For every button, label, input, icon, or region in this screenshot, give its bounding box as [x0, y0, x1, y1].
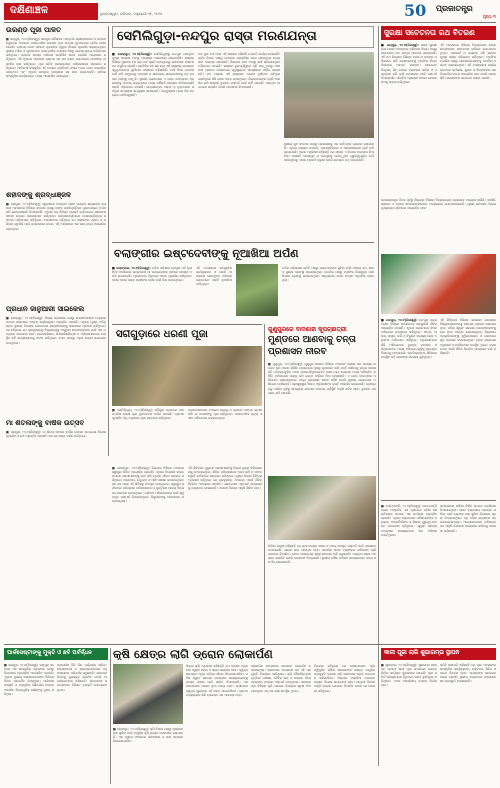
right-body-a: ସାଧାରଣତନ୍ତ୍ର ଦିବସ ପୂର୍ବରୁ ଜିଲ୍ଲାର ବିଭିନ୍ନ ବିଦ୍ୟାଳୟରେ ପ୍ୟାରେଡ଼ ଅଭ୍ୟାସ ଚାଲିଛି। ଏନସିସି, ସ୍କାଉଟ ଓ ଗାଇଡ଼ ଛାତ୍ରଛାତ୍ରୀମାନେ ଅଭ୍ୟାସରେ ଯୋଗଦେଉଛନ୍ତି। ମୁଖ୍ୟ ସମାରୋହ ଜିଲ୍ଲା ମୁଖ୍ୟାଳୟ ପଡ଼ିଆରେ ଆୟୋଜିତ ହେବ।	[381, 198, 496, 211]
bolangir-top-rule	[112, 242, 374, 243]
right-lower-rule	[381, 500, 496, 501]
lead-dateline: ■ କୋରାପୁଟ, ୨୪।୧(ନିଜସ୍ୱ):	[112, 52, 152, 56]
masthead-section-banner	[4, 3, 98, 20]
drone-photo	[113, 664, 183, 724]
right1-headline-strap	[381, 26, 496, 40]
page-number: ପୃଷ୍ଠା ୩	[482, 14, 496, 19]
drone-headline: କୃଷି କ୍ଷେତ୍ର ଲାଗି ଡ୍ରୋନ ଲୋକାର୍ପଣ	[113, 648, 273, 661]
drone-body-d: ବିଧାୟକ କହିଥିଲେ ଯେ ଚାଷୀମାନଙ୍କ ଆୟ ଦ୍ୱିଗୁଣିତ କରିବା ସରକାରଙ୍କ ଲକ୍ଷ୍ୟ। ଆଧୁନିକ ପ୍ରଯୁକ୍ତି ଗ୍ରହଣ କରି ଚାଷୀମାନେ ଅଧିକ ଉତ୍ପାଦନ କରିପାରିବେ। ଜିଲ୍ଲାର ପାହାଡ଼ିଆ ଅଞ୍ଚଳରେ ଡ୍ରୋନ ବିଶେଷ ଉପଯୋଗୀ ହେବ। ଆଗାମୀ ଦିନରେ ଆହୁରି ଡ୍ରୋନ ଯୋଗାଇ ଦିଆଯିବ ବୋଲି ସେ ଘୋଷଣା କରିଥିଲେ।	[314, 664, 375, 693]
col1-story3-headline: ପ୍ରଧାନ ଜାନୁଆରୀ ସାଇକେଲ	[6, 306, 85, 313]
bolangir-body-a: ■ ବଲାଙ୍ଗୀର, ୨୪।୧(ନିଜସ୍ୱ): ପଶ୍ଚିମ ଓଡ଼ିଶାର ପ୍ରମୁଖ ପର୍ବ ନୂଆଖିଆ ଅବସରରେ ଇଷ୍ଟଦେବୀ ମା ସମଲେଇଙ୍କ ପୀଠରେ ନବାନ୍ନ ଅର୍ପଣ କରାଯାଇଛି। ପୂଜକମାନେ ବିଧିବଦ୍ଧ ଭାବେ ପୂଜାର୍ଚ୍ଚନା କରିଥିଲେ। ହଜାର ହଜାର ଭକ୍ତ ଦେବୀଙ୍କ ଦର୍ଶନ ପାଇଁ ଭିଡ଼ ଜମାଇଥିଲେ।	[112, 266, 192, 283]
right-flag-photo	[381, 254, 496, 314]
section-title: ଦକ୍ଷିଣାଞ୍ଚଳ	[10, 5, 49, 16]
brand-name: ପ୍ରଜାତନ୍ତ୍ର	[436, 4, 473, 13]
col1-story4-body: ■ ଜୟପୁର, ୨୪।୧(ନିଜସ୍ୱ): ମା ଶିତଳା ପୀଠରେ ବାର୍ଷିକ ଉତ୍ସବ ଉପଲକ୍ଷେ ବିଶେଷ ପୂଜାର୍ଚ୍ଚନା ଓ ଯଜ୍ଞ ଅନୁଷ୍ଠିତ ହୋଇଛି। ଶହ ଶହ ଭକ୍ତ ଦର୍ଶନ କରିଥିଲେ।	[6, 430, 106, 439]
right1-dateline: ■ ଜୟପୁର, ୨୪।୧(ନିଜସ୍ୱ):	[381, 43, 419, 47]
bottom-right-headline: କାଳୀ ପୂଜା ଲାଗି ଶୁଭାରମ୍ଭ ସ୍ଥାପନ	[384, 650, 460, 656]
col1-story4-headline: ମା ଶିତଳାଙ୍କୁ ବାର୍ଷିକ ଉତ୍ସବ	[6, 420, 85, 427]
bottom-right-headline-strap	[381, 648, 496, 660]
lead-body-col2: ଗତ ଦୁଇ ବର୍ଷ ହେଲା ଏହି ରାସ୍ତାର କୌଣସି ମରାମତି କାର୍ଯ୍ୟ ହୋଇନାହିଁ। ପୂର୍ତ୍ତ ବିଭାଗ ପକ୍ଷରୁ ଟେଣ୍ଡର ପ୍ରକ୍ରିୟା ଶେଷ ହୋଇଥିଲେ ମଧ୍ୟ କାମ ଆରମ୍ଭ ହୋଇନାହିଁ। ଠିକାଦାର କାମ ଅଧାରୁ ଛାଡ଼ି ଚାଲିଯାଇଥିବା ଅଭିଯୋଗ ହୋଇଛି। ରାସ୍ତାର ଦୁଇପାର୍ଶ୍ୱରେ ଧୂଳି ଉଡ଼ୁଥିବାରୁ ଆଖପାଖ ଗ୍ରାମର ଲୋକମାନେ ସ୍ୱାସ୍ଥ୍ୟଗତ ସମସ୍ୟାରେ ପୀଡ଼ିତ ହେଉଛନ୍ତି। ଗତ ମାସରେ ଏହି ରାସ୍ତାରେ ଅନେକ ଦୁର୍ଘଟଣା ଘଟିଥିଲା ଯେଉଁଥିରେ କିଛି ଲୋକ ଆହତ ହୋଇଥିଲେ। ଜିଲ୍ଲାପାଳଙ୍କ ଦୃଷ୍ଟି ଆକର୍ଷଣ କରି ରାସ୍ତାର ତୁରନ୍ତ ମରାମତି ପାଇଁ ଦାବି ହୋଇଛି। ଅନ୍ୟଥା ଆନ୍ଦୋଳନ କରାଯିବ ବୋଲି ଚେତାବନୀ ଦିଆଯାଇଛି।	[198, 52, 280, 89]
col1-story1-body: ■ ଜୟପୁର, ୨୪।୧(ନିଜସ୍ୱ): ଜୟପୁର ପୌରାଞ୍ଚଳ ଅନ୍ତର୍ଗତ ଶ୍ରୀରାମନଗର ଓ ଗୋପବନ୍ଧୁନଗର ଅଞ୍ଚଳରେ ପାରମ୍ପରିକ ଉରଣ୍ଡ ପୂଜା ଉତ୍ସବ ଧୁମଧାମରେ ପାଳିତ ହୋଇଯାଇଛି। ଗ୍ରାମର ଦେବୀ ପୀଠରେ ପୂଜକଙ୍କ ଦ୍ୱାରା ବିଶେଷ ପୂଜାର୍ଚ୍ଚନା କରାଯାଇଥିଲା। ସ୍ଥାନୀୟ ମହିଳା ଓ ଯୁବକମାନେ ପାରମ୍ପରିକ ପୋଷାକ ପିନ୍ଧି ଢେମସା ନୃତ୍ୟ ପରିବେଷଣ କରିଥିଲେ। ଗ୍ରାମର ସମସ୍ତ ପରିବାର ସମ୍ମିଳିତ ଭାବେ ଭୋଜିର ଆୟୋଜନ କରିଥିଲେ। ଏହି ପୂଜାରେ ଆଖପାଖ ଗ୍ରାମର ଶହ ଶହ ଭକ୍ତ ଯୋଗଦେଇ ଦେବୀଙ୍କ ଆଶୀର୍ବାଦ ଲାଭ କରିଥିଲେ। ପୂଜା କମିଟି ସଦସ୍ୟମାନେ ପରିଚାଳନାରେ ସହଯୋଗ କରିଥିଲେ। ଆଦିବାସୀ ସଂସ୍କୃତିର ଏହି ଉତ୍ସବ ପ୍ରତିବର୍ଷ ଫସଲ ଅମଳ ପରେ ଆୟୋଜିତ ହୋଇଥାଏ ଏବଂ ଏଥିରେ ସମସ୍ତେ ଉତ୍ସାହର ସହ ଭାଗ ନେଇଥାନ୍ତି। ରାତିରେ ସାଂସ୍କୃତିକ କାର୍ଯ୍ୟକ୍ରମ ମଧ୍ୟ ଆୟୋଜିତ ହୋଇଥିଲା।	[6, 37, 106, 78]
mid-right-photo	[268, 476, 376, 540]
lead-headline-box	[112, 26, 374, 48]
right-lower-body-a: ■ ପୋଟ୍ଟାଙ୍ଗି, ୨୪।୧(ନିଜସ୍ୱ): ପୋଟ୍ଟାଙ୍ଗି ବ୍ଲକ ଅନ୍ତର୍ଗତ ଏକ ଗ୍ରାମରେ ମହିଳା ସଶକ୍ତିକରଣ ଉପରେ ଏକ କର୍ମଶାଳା ଅନୁଷ୍ଠିତ ହୋଇଛି। ଏଥିରେ ବକ୍ତାମାନେ ମହିଳାମାନଙ୍କ ଅଧିକାର, ଆତ୍ମନିର୍ଭରତା ଓ ଶିକ୍ଷାର ଗୁରୁତ୍ୱ ଉପରେ ଆଲୋଚନା କରିଥିଲେ। ସ୍ୱୟଂ ସହାୟକ ଗୋଷ୍ଠୀର ସଦସ୍ୟାମାନେ ନିଜ ଅଭିଜ୍ଞତା ବାଣ୍ଟିଥିଲେ।	[381, 504, 437, 537]
center-lower-body-b: ଏହି ଶିବିରରେ ଗୁରୁତର ରୋଗୀମାନଙ୍କୁ ଜିଲ୍ଲା ମୁଖ୍ୟ ଚିକିତ୍ସାଳୟକୁ ପଠାଯାଇଥିଲା। ଶିବିର ପରିଚାଳନାରେ ଆଶା କର୍ମୀ ଓ ଅଙ୍ଗନୱାଡ଼ି କର୍ମୀମାନେ ସହଯୋଗ କରିଥିଲେ। ମୁଖ୍ୟ ଜିଲ୍ଲା ଚିକିତ୍ସା ଅଧିକାରୀ କହିଥିଲେ ଯେ ଦୂରଦୂରାନ୍ତ ଅଞ୍ଚଳରେ ଏଭଳି ଶିବିର ନିୟମିତ ଆୟୋଜନ କରାଯିବ। ଲୋକମାନେ ଏଥିପାଇଁ ପ୍ରଶାସନକୁ ଧନ୍ୟବାଦ ଦେଇଛନ୍ତି। ଆଗାମୀ ଦିନରେ ଆହୁରି ଶିବିର ହେବ।	[188, 466, 262, 491]
mid-right-body-b: ନିର୍ବାହୀ ଯନ୍ତ୍ରୀ କହିଛନ୍ତି ଯେ ନୂଆ ନଳକୂପ ଖନନ ଓ ଅଚଳ ନଳକୂପ ମରାମତି ପାଇଁ ପ୍ରସ୍ତାବ ପଠାଯାଇଛି। ଶୀଘ୍ର କାମ ଆରମ୍ଭ ହେବ। ସାମୟିକ ଭାବେ ଟ୍ୟାଙ୍କର ଜରିଆରେ ପାଣି ଯୋଗାଇ ଦିଆଯିବ। ତେବେ ଲୋକମାନେ ସ୍ଥାୟୀ ସମାଧାନ ଦାବି କରୁଛନ୍ତି। ଅନ୍ୟଥା ସଡ଼କ ଅବରୋଧ କରାଯିବ ବୋଲି ଚେତାବନୀ ଦିଆଯାଇଛି। ସ୍ଥାନୀୟ ପୌର ପରିଷଦ ସଦସ୍ୟମାନେ ମଧ୍ୟ ସମର୍ଥନ ଜଣାଇଛନ୍ତି।	[268, 544, 376, 565]
bolangir-body-b: ଏହି ଅବସରରେ ସାଂସ୍କୃତିକ କାର୍ଯ୍ୟକ୍ରମ ଓ ଭୋଜି ଆୟୋଜନ ହୋଇଥିଲା। ପରିବାର ଲୋକମାନେ ଏକାଠି ନୂଆଖିଆ ପାଳିଥିଲେ।	[196, 266, 232, 287]
right1-body-b: ଏହି ଅବସରରେ ବିଭିନ୍ନ ବିଦ୍ୟାଳୟର ଛାତ୍ରଛାତ୍ରୀମାନେ ସଚେତନତା ରାଲିରେ ଯୋଗଦେଇଥିଲେ। ପ୍ଲାକାର୍ଡ ଓ ବ୍ୟାନର ଧରି ସହରର ମୁଖ୍ୟ ରାସ୍ତା ପରିକ୍ରମା କରିଥିଲେ। ଟ୍ରାଫିକ ପୋଲିସ ପକ୍ଷରୁ ଯାନଚାଳକମାନଙ୍କୁ ପତ୍ରିକା ବଣ୍ଟନ କରାଯାଇଥିଲା। ଏହି ମାସବ୍ୟାପୀ କାର୍ଯ୍ୟକ୍ରମରେ କର୍ମଶାଳା, କୁଇଜ ଓ ଚିତ୍ରାଙ୍କନ ପ୍ରତିଯୋଗିତା ମଧ୍ୟ ଆୟୋଜିତ ହେବ ବୋଲି ଜଣାପଡ଼ିଛି। ସମସ୍ତଙ୍କ ସହଯୋଗ ଲୋଡ଼ା ଯାଇଛି।	[440, 43, 496, 80]
sargi-photo	[112, 346, 262, 406]
right-nandapur-body-a: ■ ନନ୍ଦପୁର, ୨୪।୧(ନିଜସ୍ୱ): ନନ୍ଦପୁର ବ୍ଲକ ଅଧୀନ ବିଭିନ୍ନ ପଞ୍ଚାୟତରେ ଜନଶୁଣାଣି ଶିବିର ଆୟୋଜିତ ହୋଇଛି। ଏଥିରେ ଲୋକମାନେ ନିଜର ଅଭିଯୋଗ ଉପସ୍ଥାପନ କରିଥିଲେ। ଭତ୍ତା, ଆବାସ, ରାସ୍ତା, ପାଣି ଓ ବିଦ୍ୟୁତ ସମସ୍ୟା ନେଇ ଅଧିକାଂଶ ଅଭିଯୋଗ ଆସିଥିଲା। ଅଧିକାରୀମାନେ କିଛି ଅଭିଯୋଗର ତୁରନ୍ତ ସମାଧାନ କରିଥିବାବେଳେ ଅନ୍ୟ ଅଭିଯୋଗଗୁଡ଼ିକୁ ସମ୍ପୃକ୍ତ ବିଭାଗକୁ ପଠାଯାଇଛି। ଉପଜିଲ୍ଲାପାଳ ଶିବିରରେ ଉପସ୍ଥିତ ରହି ଲୋକଙ୍କ ସମସ୍ୟା ଶୁଣିଥିଲେ।	[381, 318, 437, 359]
mid-right-subhead: ଗୁଣୁପୁରରେ ବାଦଶାହୀ କୂପଚ୍ଛାତ୍ରୀ	[268, 326, 347, 333]
sargi-body-b: ଗ୍ରାମବାସୀମାନେ ଫସଲର ସମୃଦ୍ଧି ଓ ଗ୍ରାମର ମଙ୍ଗଳ କାମନା କରି ମା ଧରଣୀଙ୍କୁ ପୂଜା କରିଥିଲେ। ପାରମ୍ପରିକ ନୃତ୍ୟ ଓ ଗୀତ ପରିବେଷଣ କରାଯାଇଥିଲା।	[188, 408, 262, 421]
right1-headline: ସୁରକ୍ଷା ସଚେତନତା ରଥ ବିତରଣ	[384, 28, 475, 37]
bottom-right-body-a: ■ ସୁନାବେଡ଼ା, ୨୪।୧(ନିଜସ୍ୱ): ସୁନାବେଡ଼ା ସହରରେ ଆଗାମୀ କାଳୀ ପୂଜା ଉପଲକ୍ଷେ ମଣ୍ଡପ ନିର୍ମାଣ କାର୍ଯ୍ୟର ଶୁଭାରମ୍ଭ ହୋଇଛି। ପୂଜା କମିଟି ସଦସ୍ୟମାନେ ବିଧିବଦ୍ଧ ଭାବେ ଭୂମିପୂଜନ କରିଥିଲେ। ଏଥର ଆକର୍ଷଣୀୟ ମଣ୍ଡପ ନିର୍ମାଣ ହେବ।	[381, 663, 437, 688]
center-mid-divider	[264, 324, 265, 644]
right-nandapur-body-b: ଏହି ଶିବିରରେ ବିଭିନ୍ନ ସରକାରୀ ଯୋଜନାର ହିତାଧିକାରୀମାନଙ୍କୁ ସହାୟତା ପ୍ରଦାନ କରାଯାଇଥିଲା। ମହିଳା ସ୍ୱୟଂ ସହାୟକ ଗୋଷ୍ଠୀମାନଙ୍କୁ ଋଣ ଚେକ ବଣ୍ଟନ କରାଯାଇଥିଲା। ଭିନ୍ନକ୍ଷମ ବ୍ୟକ୍ତିମାନଙ୍କୁ ହ୍ୱିଲଚେୟାର ଓ ଶ୍ରବଣଯନ୍ତ୍ର ପ୍ରଦାନ କରାଯାଇଥିଲା। ବ୍ଲକ ଉନ୍ନୟନ ଅଧିକାରୀ ଓ ତହସିଲଦାର ଉପସ୍ଥିତ ଥିଲେ। ଲୋକମାନେ ଏଭଳି ଶିବିର ନିୟମିତ ଆୟୋଜନ ଦାବି କରିଛନ୍ତି।	[440, 318, 496, 355]
drone-body-c: ଲୋକାର୍ପଣ ଉତ୍ସବରେ ଡ୍ରୋନର ପ୍ରଦର୍ଶନ କରାଯାଇଥିଲା। ଚାଷୀମାନେ ଆଗ୍ରହର ସହ ଏହି ପ୍ରଯୁକ୍ତି ବିଷୟରେ ଜାଣିଥିଲେ। କୃଷି ବୈଜ୍ଞାନିକମାନେ ମୃତ୍ତିକା ପରୀକ୍ଷା, ଜୈବିକ ଚାଷ ଓ ଉନ୍ନତ ବିହନ ବ୍ୟବହାର ଉପରେ ପରାମର୍ଶ ଦେଇଥିଲେ। ସରକାରଙ୍କ ବିଭିନ୍ନ କୃଷି ଯୋଜନା ବିଷୟରେ ସୂଚନା ଦିଆଯାଇଥିଲା। ଶହ ଶହ ଚାଷୀ ଉପସ୍ଥିତ ଥିଲେ।	[251, 664, 311, 693]
lead-body-col1: ■ କୋରାପୁଟ, ୨୪।୧(ନିଜସ୍ୱ): ସେମିଲିଗୁଡ଼ାରୁ ନନ୍ଦପୁର ଯାଇଥିବା ମୁଖ୍ୟ ରାସ୍ତାର ଅବସ୍ଥା ଅତ୍ୟନ୍ତ ଶୋଚନୀୟ ହୋଇପଡ଼ିଛି। ରାସ୍ତାର ବିଭିନ୍ନ ସ୍ଥାନରେ ବଡ଼ ବଡ଼ ଗାତ ସୃଷ୍ଟି ହୋଇଥିବାରୁ ଯାନବାହନ ଚଳାଚଳରେ ଅସୁବିଧା ହେଉଛି। ପ୍ରତିଦିନ ଶହ ଶହ ଯାନ ଏହି ରାସ୍ତାରେ ଯାତାୟାତ କରୁଥିବାବେଳେ ଦୁର୍ଘଟଣା ଆଶଙ୍କା ବଢ଼ିଚାଲିଛି। ବର୍ଷା ଦିନେ ଗାତରେ ପାଣି ଜମି ରହୁଥିବାରୁ ପଦଚାରୀ ଓ ସାଇକେଲ ଚାଳକମାନଙ୍କୁ ବହୁ ହଇରାଣ ହେବାକୁ ପଡ଼ୁଛି। ସ୍ଥାନୀୟ ଲୋକମାନେ ଏ ନେଇ ବାରମ୍ବାର ପ୍ରଶାସନକୁ ଅବଗତ କରାଇଥିଲେ ମଧ୍ୟ କୌଣସି ପଦକ୍ଷେପ ନିଆଯାଇନାହିଁ ବୋଲି ଅଭିଯୋଗ ହୋଇଛି। ଛାତ୍ରଛାତ୍ରୀ, ରୋଗୀ ଓ ବୃଦ୍ଧମାନେ ସର୍ବାଧିକ ସମସ୍ୟାର ସମ୍ମୁଖୀନ ହେଉଛନ୍ତି। ଆମ୍ବୁଲାନ୍ସ ମଧ୍ୟ ଠିକ୍ ସମୟରେ ପହଞ୍ଚିପାରୁନାହିଁ।	[112, 52, 194, 97]
center-lower-body-a: ■ କୋରାପୁଟ, ୨୪।୧(ନିଜସ୍ୱ): ଜିଲ୍ଲାର ବିଭିନ୍ନ ଅଞ୍ଚଳରେ ସ୍ୱାସ୍ଥ୍ୟ ଶିବିର ଆୟୋଜିତ ହୋଇଛି। ଏଥିରେ ବିଶେଷଜ୍ଞ ଡାକ୍ତରମାନେ ରୋଗୀମାନଙ୍କୁ ଯାଞ୍ଚ କରି ମାଗଣା ଔଷଧ ପ୍ରଦାନ କରିଥିଲେ। ରକ୍ତଚାପ, ମଧୁମେହ ଓ ଆଖି ପରୀକ୍ଷା କରାଯାଇଥିଲା। ଶହ ଶହ ଲୋକ ଏହି ଶିବିରରୁ ଉପକୃତ ହୋଇଥିଲେ। ସ୍ୱାସ୍ଥ୍ୟ କର୍ମୀମାନେ ପରିଷ୍କାର ପରିଚ୍ଛନ୍ନତା ଓ ପୁଷ୍ଟିକର ଖାଦ୍ୟ ବିଷୟରେ ସଚେତନ କରାଇଥିଲେ। ଗର୍ଭବତୀ ମହିଳାମାନଙ୍କ ପାଇଁ ସ୍ୱତନ୍ତ୍ର ପରାମର୍ଶ ଦିଆଯାଇଥିଲା। ଶିଶୁମାନଙ୍କୁ ଟୀକାକରଣ କରାଯାଇଥିଲା।	[112, 466, 184, 503]
bottom-right-body-b: କମିଟି ସଭାପତି କହିଛନ୍ତି ଯେ ପୂଜା ଅବସରରେ ସାଂସ୍କୃତିକ କାର୍ଯ୍ୟକ୍ରମ, ରକ୍ତଦାନ ଶିବିର ଓ ଭୋଗ ବିତରଣ ହେବ। ସମସ୍ତଙ୍କ ସହଯୋଗ ଲୋଡ଼ା ଯାଇଛି। ସ୍ଥାନୀୟ ଲୋକମାନେ ଉତ୍ସାହର ସହ ପ୍ରସ୍ତୁତି ଚଳାଇଛନ୍ତି।	[440, 663, 496, 684]
bolangir-photo	[236, 264, 278, 316]
dateline-bar: ଭୁବନେଶ୍ୱର, ରବିବାର, ଜାନୁୟାରୀ ୨୫, ୨୦୨୫	[100, 12, 163, 16]
bolangir-headline: ବଲାଙ୍ଗୀର ଇଷ୍ଟଦେବୀଙ୍କୁ ନୂଆଖିଆ ଅର୍ପଣ	[114, 248, 299, 260]
sargi-headline: ସର୍ଗିଗୁଡ଼ାରେ ଧରଣୀ ପୂଜା	[116, 330, 208, 340]
sargi-body-a: ■ ଶେମିଲିଗୁଡ଼ା, ୨୪।୧(ନିଜସ୍ୱ): ସର୍ଗିଗୁଡ଼ା ଗ୍ରାମରେ ପାରମ୍ପରିକ ଧରଣୀ ପୂଜା ଧୁମଧାମରେ ପାଳିତ ହୋଇଛି। ଗ୍ରାମର ପୁରୋହିତ ବିଧି ଅନୁସାରେ ପୂଜା ସମ୍ପନ୍ନ କରିଥିଲେ।	[112, 408, 184, 421]
col1-story2-body: ■ ଜୟପୁର, ୨୪।୧(ନିଜସ୍ୱ): ସ୍ୱାଧୀନତା ସଂଗ୍ରାମୀ ଶହୀଦ ଲକ୍ଷ୍ମଣ ନାୟକଙ୍କ ଜୟନ୍ତୀ ଅବସରରେ ବିଭିନ୍ନ ସଂଗଠନ ପକ୍ଷରୁ ତାଙ୍କ ପ୍ରତିମୂର୍ତ୍ତିରେ ପୁଷ୍ପମାଲ୍ୟ ଅର୍ପଣ କରି ଶ୍ରଦ୍ଧାଞ୍ଜଳି ଦିଆଯାଇଛି। ଏଥିରେ ବହୁ ବିଶିଷ୍ଟ ବ୍ୟକ୍ତି ଯୋଗଦେଇ ଶହୀଦଙ୍କ ଜୀବନୀ ଉପରେ ଆଲୋକପାତ କରିଥିଲେ। ଛାତ୍ରଛାତ୍ରୀମାନେ ଦେଶଭକ୍ତିମୂଳକ ସଙ୍ଗୀତ ପରିବେଷଣ କରିଥିଲେ। ବକ୍ତାମାନେ କହିଥିଲେ ଯେ ଶହୀଦଙ୍କ ତ୍ୟାଗ ଓ ବଳିଦାନ ଯୁବପିଢ଼ି ପାଇଁ ପ୍ରେରଣାର ଉତ୍ସ। ଏହି ଅବସରରେ ଏକ ସଭା ମଧ୍ୟ ଆୟୋଜିତ ହୋଇଥିଲା।	[6, 202, 106, 231]
mid-right-headline-l1: ମୁଣ୍ଡରେ ଆଣିବାକୁ ଚିନ୍ତା	[268, 336, 356, 345]
bottom-left-body-b: ପ୍ରଦର୍ଶନୀ ତିନି ଦିନ ପର୍ଯ୍ୟନ୍ତ ଚାଲିବ। ଛାତ୍ରଛାତ୍ରୀ ଓ କଳାପ୍ରେମୀମାନେ ବହୁ ସଂଖ୍ୟାରେ ପରିଦର୍ଶନ କରୁଛନ୍ତି। ଶ୍ରେଷ୍ଠ ଚିତ୍ରକୁ ପୁରସ୍କୃତ କରାଯିବ ବୋଲି ଆୟୋଜକମାନେ କହିଛନ୍ତି। ଉଦ୍‌ଘାଟନୀ ସମାରୋହରେ ବିଶିଷ୍ଟ ବ୍ୟକ୍ତି ଯୋଗଦେଇଥିଲେ।	[57, 663, 107, 692]
col1-story2-headline: ଶହୀଦଙ୍କୁ ଶ୍ରଦ୍ଧାଞ୍ଜଳି	[6, 192, 71, 199]
col1-story3-body: ■ କୋରାପୁଟ, ୨୪।୧(ନିଜସ୍ୱ): ଜିଲ୍ଲା ପ୍ରଶାସନ ପକ୍ଷରୁ ଛାତ୍ରୀମାନଙ୍କ ମଧ୍ୟରେ ମାଗଣା ସାଇକେଲ ବଣ୍ଟନ କାର୍ଯ୍ୟକ୍ରମ ଅନୁଷ୍ଠିତ ହୋଇଛି। ଏଥିରେ ମୁଖ୍ୟ ଅତିଥି ଭାବେ ସ୍ଥାନୀୟ ବିଧାୟକ ଯୋଗଦେଇ ଛାତ୍ରୀମାନଙ୍କୁ ସାଇକେଲ ପ୍ରଦାନ କରିଥିଲେ। ସେ କହିଥିଲେ ଯେ ଦୂରଦୂରାନ୍ତରୁ ବିଦ୍ୟାଳୟକୁ ଆସୁଥିବା ଛାତ୍ରୀମାନଙ୍କ ପାଇଁ ଏହା ଅତ୍ୟନ୍ତ ଉପକାରୀ ହେବ। ପ୍ରଧାନଶିକ୍ଷକ, ଶିକ୍ଷକଶିକ୍ଷୟିତ୍ରୀ ଓ ଅଭିଭାବକମାନେ ଉପସ୍ଥିତ ରହି କାର୍ଯ୍ୟକ୍ରମକୁ ସଫଳ କରିଥିଲେ। ମୋଟ ଶହେରୁ ଅଧିକ ଛାତ୍ରୀ ସାଇକେଲ ପାଇଥିଲେ।	[6, 316, 106, 345]
lead-headline: ସେମିଲିଗୁଡ଼ା-ନନ୍ଦପୁର ରାସ୍ତା ମରଣଯନ୍ତା	[117, 29, 317, 44]
drone-body-b: ଜିଲ୍ଲା କୃଷି ଅଧିକାରୀ କହିଛନ୍ତି ଯେ ଡ୍ରୋନ ବ୍ୟବହାର ଦ୍ୱାରା ସମୟ ଓ ଶ୍ରମ ସାଶ୍ରୟ ହେବ। ସ୍ୱଳ୍ପ ସମୟରେ ଅଧିକ ଜମିରେ ଔଷଧ ଛିଞ୍ଚାଯାଇପାରିବ। ମହିଳା ସ୍ୱୟଂ ସହାୟକ ଗୋଷ୍ଠୀର ସଦସ୍ୟାମାନଙ୍କୁ ଡ୍ରୋନ ଚାଳନା ପାଇଁ ତାଲିମ ଦିଆଯାଇଛି। ଏହା ସେମାନଙ୍କ ଆୟର ନୂଆ ଉତ୍ସ ହେବ। ଚାଷୀମାନେ ସ୍ୱଳ୍ପ ଶୁଳ୍କରେ ଏହି ସେବା ପାଇପାରିବେ। ପ୍ରଥମ ପର୍ଯ୍ୟାୟରେ କିଛି ବ୍ଲକରେ ଏହା ଆରମ୍ଭ ହେବ।	[186, 664, 248, 697]
anniversary-number: 50	[404, 1, 427, 20]
bottom-band-rule	[4, 644, 496, 645]
right-lower-body-b: କର୍ମଶାଳାରେ ଜୀବିକା ନିର୍ବାହ ଉପରେ ପ୍ରଶିକ୍ଷଣ ଦିଆଯାଇଥିଲା। ଛୋଟ ବ୍ୟବସାୟ ଆରମ୍ଭ କରିବା ପାଇଁ ବ୍ୟାଙ୍କ ଋଣ ସୁବିଧା ବିଷୟରେ ସୂଚନା ଦିଆଯାଇଥିଲା। ବହୁ ମହିଳା ଉତ୍ସାହର ସହ ଯୋଗଦେଇଥିଲେ। ଆୟୋଜକମାନେ ଭବିଷ୍ୟତରେ ଆହୁରି କର୍ମଶାଳା ଆୟୋଜନ କରିବାକୁ ଘୋଷଣା କରିଛନ୍ତି।	[440, 504, 496, 533]
bottom-left-body-a: ■ ଜୟପୁର, ୨୪।୧(ନିଜସ୍ୱ): ଜୟପୁର ସହରରେ ଏକ ସାଂସ୍କୃତିକ ଅନୁଷ୍ଠାନ ପକ୍ଷରୁ ଚିତ୍ରକଳା ପ୍ରଦର୍ଶନୀ ଆୟୋଜିତ ହୋଇଛି। ଏଥିରେ ସ୍ଥାନୀୟ କଳାକାରମାନଙ୍କ ବିଭିନ୍ନ ଚିତ୍ର ପ୍ରଦର୍ଶିତ ହୋଇଥିଲା। ଆଦିବାସୀ ସଂସ୍କୃତି ଓ ପ୍ରାକୃତିକ ସୌନ୍ଦର୍ଯ୍ୟ ଉପରେ ଆଧାରିତ ଚିତ୍ରଗୁଡ଼ିକ ଦର୍ଶକଙ୍କୁ ମୁଗ୍ଧ କରିଥିଲା।	[4, 663, 54, 696]
right1-body-a: ■ ଜୟପୁର, ୨୪।୧(ନିଜସ୍ୱ): ସଡ଼କ ସୁରକ୍ଷା ମାସ ପାଳନ ଅବସରରେ ପରିବହନ ବିଭାଗ ପକ୍ଷରୁ ସଚେତନତା ରଥ ଯାତ୍ରା ଆରମ୍ଭ କରାଯାଇଛି। ଏହି ରଥ ଜିଲ୍ଲାର ବିଭିନ୍ନ ବ୍ଲକ ଓ ପଞ୍ଚାୟତ ପରିକ୍ରମା କରି ଲୋକମାନଙ୍କୁ ଟ୍ରାଫିକ ନିୟମ ବିଷୟରେ ଅବଗତ କରାଇବ। ହେଲମେଟ ପିନ୍ଧିବା, ସିଟ୍ ବେଲ୍ଟ ବ୍ୟବହାର କରିବା ଓ ମଦ୍ୟପାନ କରି ଗାଡ଼ି ନଚଳାଇବା ପାଇଁ ପରାମର୍ଶ ଦିଆଯାଉଛି। ଆରଟିଓ ଅଧିକାରୀ ପତାକା ଦେଖାଇ ରଥକୁ ରବାନା କରିଥିଲେ।	[381, 43, 437, 84]
sargi-top-rule	[112, 324, 262, 325]
lead-body-col3: ସ୍ଥାନୀୟ ଯୁବ ସଂଗଠନ ପକ୍ଷରୁ ପ୍ରଶାସନକୁ ଏକ ଦାବିପତ୍ର ପ୍ରଦାନ କରାଯାଇଛି। ଏଥିରେ ରାସ୍ତାର ମରାମତି, ପ୍ରଶସ୍ତିକରଣ ଓ ଆଲୋକୀକରଣ ପାଇଁ ଦାବି କରାଯାଇଛି। ବ୍ଲକ ଅଧିକାରୀ କହିଛନ୍ତି ଯେ ଶୀଘ୍ର ଏ ଦିଗରେ ପଦକ୍ଷେପ ନିଆଯିବ। ରାସ୍ତାଟି କୋରାପୁଟ ଓ ନନ୍ଦପୁରକୁ ଯୋଡ଼ୁଥିବା ଗୁରୁତ୍ୱପୂର୍ଣ୍ଣ ମାର୍ଗ ହୋଇଥିବାରୁ ଏହାର ମରାମତି ଜରୁରୀ ବୋଲି ସମସ୍ତେ ମତ ଦେଇଛନ୍ତି।	[284, 142, 374, 163]
right-divider	[378, 26, 379, 766]
mid-right-headline-l2: ପ୍ରଶାସନ ନୀରବ	[268, 348, 327, 357]
bottom-divider-1	[110, 648, 111, 784]
masthead-rule	[4, 22, 496, 23]
bolangir-body-c: ମନ୍ଦିର ପରିଚାଳନା କମିଟି ପକ୍ଷରୁ ଭକ୍ତମାନଙ୍କ ସୁବିଧା ପାଇଁ ପାନୀୟ ଜଳ, ଛାଇ ଓ ସୁରକ୍ଷା ବ୍ୟବସ୍ଥା କରାଯାଇଥିଲା। ପୋଲିସ ପକ୍ଷରୁ ଟ୍ରାଫିକ ନିୟନ୍ତ୍ରଣ ପାଇଁ ବିଶେଷ ବ୍ୟବସ୍ଥା କରାଯାଇଥିଲା। ସନ୍ଧ୍ୟାରେ ଭଜନ ସଂଧ୍ୟା ଅନୁଷ୍ଠିତ ହୋଇଥିଲା।	[282, 266, 374, 283]
bottom-left-headline-strap	[4, 648, 108, 660]
nandapur-dateline: ■ ନନ୍ଦପୁର, ୨୪।୧(ନିଜସ୍ୱ):	[381, 318, 418, 322]
col1-story1-headline: ଉରଣ୍ଡ ପୂଜା ପାଳିତ	[6, 27, 62, 34]
mid-right-body-a: ■ ଗୁଣୁପୁର, ୨୪।୧(ନିଜସ୍ୱ): ଗୁଣୁପୁର ସହରର ବିଭିନ୍ନ ଅଞ୍ଚଳରେ ପାନୀୟ ଜଳ ସମସ୍ୟା ଉତ୍କଟ ରୂପ ଧାରଣ କରିଛି। ଲୋକମାନେ ଦୂରରୁ ମୁଣ୍ଡରେ ପାଣି ବୋହି ଆଣିବାକୁ ବାଧ୍ୟ ହେଉଛନ୍ତି। ନଳକୂପଗୁଡ଼ିକ ଅଚଳ ହୋଇପଡ଼ିଥିବାବେଳେ ପାଇପ ଜଳ ଯୋଗାଣ ମଧ୍ୟ ଅନିୟମିତ ରହିଛି। ମହିଳାମାନେ ସକାଳୁ ଉଠି ଲମ୍ବା ଧାଡ଼ିରେ ଠିଆ ହେଉଛନ୍ତି। ଏ ନେଇ ବାରମ୍ବାର ଅଭିଯୋଗ କରାଯାଇଥିଲେ ମଧ୍ୟ ପ୍ରଶାସନ ନୀରବ ରହିଛି ବୋଲି ସ୍ଥାନୀୟ ଲୋକମାନେ ଅଭିଯୋଗ କରିଛନ୍ତି। ଜନସ୍ୱାସ୍ଥ୍ୟ ବିଭାଗ ଅଧିକାରୀଙ୍କ ଦୃଷ୍ଟି ଆକର୍ଷଣ କରାଯାଇଛି। ଗ୍ରୀଷ୍ମ ଋତୁ ଆସିବା ପୂର୍ବରୁ ସମସ୍ୟାର ସମାଧାନ ନହେଲେ ପରିସ୍ଥିତି ଆହୁରି ଜଟିଳ ହେବ। ତୁରନ୍ତ ପଦକ୍ଷେପ ଦାବି ହୋଇଛି।	[268, 362, 376, 395]
lead-road-photo	[284, 52, 374, 138]
bolangir-dateline: ■ ବଲାଙ୍ଗୀର, ୨୪।୧(ନିଜସ୍ୱ):	[112, 266, 151, 270]
drone-body-a: ■ କୋରାପୁଟ, ୨୪।୧(ନିଜସ୍ୱ): କୃଷି ବିଭାଗ ପକ୍ଷରୁ ଚାଷୀମାନଙ୍କ ସୁବିଧା ପାଇଁ ଆଧୁନିକ କୃଷି ଡ୍ରୋନ ଲୋକାର୍ପଣ କରାଯାଇଛି। ଏହା ଦ୍ୱାରା ଫସଲରେ କୀଟନାଶକ ଓ ସାର ସହଜରେ ଛିଞ୍ଚାଯାଇପାରିବ।	[113, 727, 183, 744]
anniversary-logo	[404, 1, 434, 21]
col1-divider	[108, 26, 109, 456]
bottom-left-headline: ପାର୍କସେଷ୍ଟାଙ୍କୁ ମୁକ୍ତି ଓ ଛବି ପର୍ବର୍ଦ୍ଧନ	[7, 650, 92, 656]
